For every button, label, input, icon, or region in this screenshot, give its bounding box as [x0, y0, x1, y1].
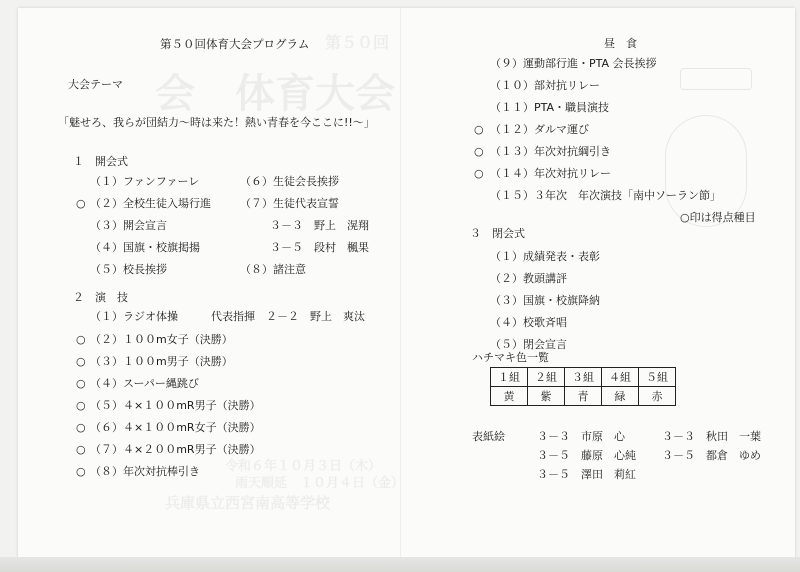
event-item: （２）１００m女子（決勝） — [90, 333, 233, 346]
color-cell: 紫 — [528, 387, 565, 406]
headband-color-table — [490, 367, 676, 406]
event-item: （７）４×２００mR男子（決勝） — [90, 443, 261, 456]
show-through-text: 会 体育大会 — [155, 71, 395, 117]
color-cell: 赤 — [639, 387, 676, 406]
opening-item: （６）生徒会長挨拶 — [240, 175, 339, 188]
afternoon-item: （１０）部対抗リレー — [490, 79, 600, 92]
closing-heading: ３ 閉会式 — [470, 227, 525, 240]
score-mark: ○ — [76, 197, 86, 210]
score-mark: ○ — [474, 145, 484, 158]
afternoon-item: （１５）３年次 年次演技「南中ソーラン節」 — [490, 189, 721, 202]
score-mark: ○ — [474, 123, 484, 136]
event-item: （４）スーパー縄跳び — [90, 377, 199, 390]
score-mark: ○ — [76, 355, 86, 368]
closing-item: （４）校歌斉唱 — [490, 316, 567, 329]
group-cell: ４組 — [602, 368, 639, 387]
program-title: 第５０回体育大会プログラム — [160, 37, 310, 51]
group-cell: ３組 — [565, 368, 602, 387]
opening-item: （１）ファンファーレ — [90, 175, 200, 188]
afternoon-item: （１２）ダルマ運び — [490, 123, 589, 136]
opening-item: （４）国旗・校旗掲揚 — [90, 241, 200, 254]
event-item: （１）ラジオ体操 代表指揮 ２－２ 野上 爽汰 — [90, 310, 365, 323]
cover-art-label: 表紙絵 — [472, 430, 505, 443]
group-cell: ５組 — [639, 368, 676, 387]
opening-item: （２）全校生徒入場行進 — [90, 197, 211, 210]
score-mark: ○ — [474, 167, 484, 180]
closing-item: （５）閉会宣言 — [490, 338, 567, 351]
score-mark: ○ — [76, 443, 86, 456]
show-through-text: 雨天順延 １０月４日（金） — [235, 476, 405, 491]
opening-item: （７）生徒代表宣誓 — [240, 197, 339, 210]
cover-artist: ３－５ 藤原 心純 — [537, 449, 636, 462]
closing-item: （２）教頭講評 — [490, 272, 567, 285]
event-item: （５）４×１００mR男子（決勝） — [90, 399, 261, 412]
cover-artist: ３－５ 澤田 莉紅 — [537, 468, 636, 481]
score-mark: ○ — [76, 465, 86, 478]
score-note: ○印は得点種目 — [680, 211, 756, 224]
show-through-box — [680, 68, 752, 90]
lunch-label: 昼 食 — [604, 37, 637, 50]
opening-item: （３）開会宣言 — [90, 219, 167, 232]
scan-edge — [0, 557, 800, 572]
afternoon-item: （９）運動部行進・PTA 会長挨拶 — [490, 57, 657, 70]
show-through-text: 令和６年１０月３日（木） — [225, 459, 382, 474]
score-mark: ○ — [76, 333, 86, 346]
show-through-text: 兵庫県立西宮南高等学校 — [165, 494, 331, 512]
closing-item: （３）国旗・校旗降納 — [490, 294, 600, 307]
event-item: （６）４×１００mR女子（決勝） — [90, 421, 261, 434]
afternoon-item: （１３）年次対抗綱引き — [490, 145, 611, 158]
table-row — [491, 387, 676, 406]
oath-student: ３－５ 段村 楓果 — [270, 241, 369, 254]
show-through-text: 第５０回 — [325, 33, 390, 52]
group-cell: ２組 — [528, 368, 565, 387]
afternoon-item: （１４）年次対抗リレー — [490, 167, 611, 180]
color-cell: 緑 — [602, 387, 639, 406]
event-item: （８）年次対抗棒引き — [90, 465, 200, 478]
oath-student: ３－３ 野上 滉翔 — [270, 219, 369, 232]
table-row — [491, 368, 676, 387]
opening-heading: １ 開会式 — [73, 155, 128, 168]
afternoon-item: （１１）PTA・職員演技 — [490, 101, 610, 114]
cover-artist: ３－５ 都倉 ゆめ — [662, 449, 761, 462]
closing-item: （１）成績発表・表彰 — [490, 250, 600, 263]
score-mark: ○ — [76, 421, 86, 434]
score-mark: ○ — [76, 377, 86, 390]
theme-text: 「魅せろ、我らが団結力～時は来た！熱い青春を今ここに!!～」 — [58, 116, 375, 129]
opening-item: （５）校長挨拶 — [90, 263, 167, 276]
theme-heading: 大会テーマ — [68, 78, 123, 91]
group-cell: １組 — [491, 368, 528, 387]
headband-heading: ハチマキ色一覧 — [472, 351, 549, 364]
cover-artist: ３－３ 秋田 一葉 — [662, 430, 761, 443]
cover-artist: ３－３ 市原 心 — [537, 430, 625, 443]
color-cell: 青 — [565, 387, 602, 406]
events-heading: ２ 演 技 — [73, 291, 128, 304]
score-mark: ○ — [76, 399, 86, 412]
opening-item: （８）諸注意 — [240, 263, 306, 276]
event-item: （３）１００m男子（決勝） — [90, 355, 233, 368]
color-cell: 黄 — [491, 387, 528, 406]
